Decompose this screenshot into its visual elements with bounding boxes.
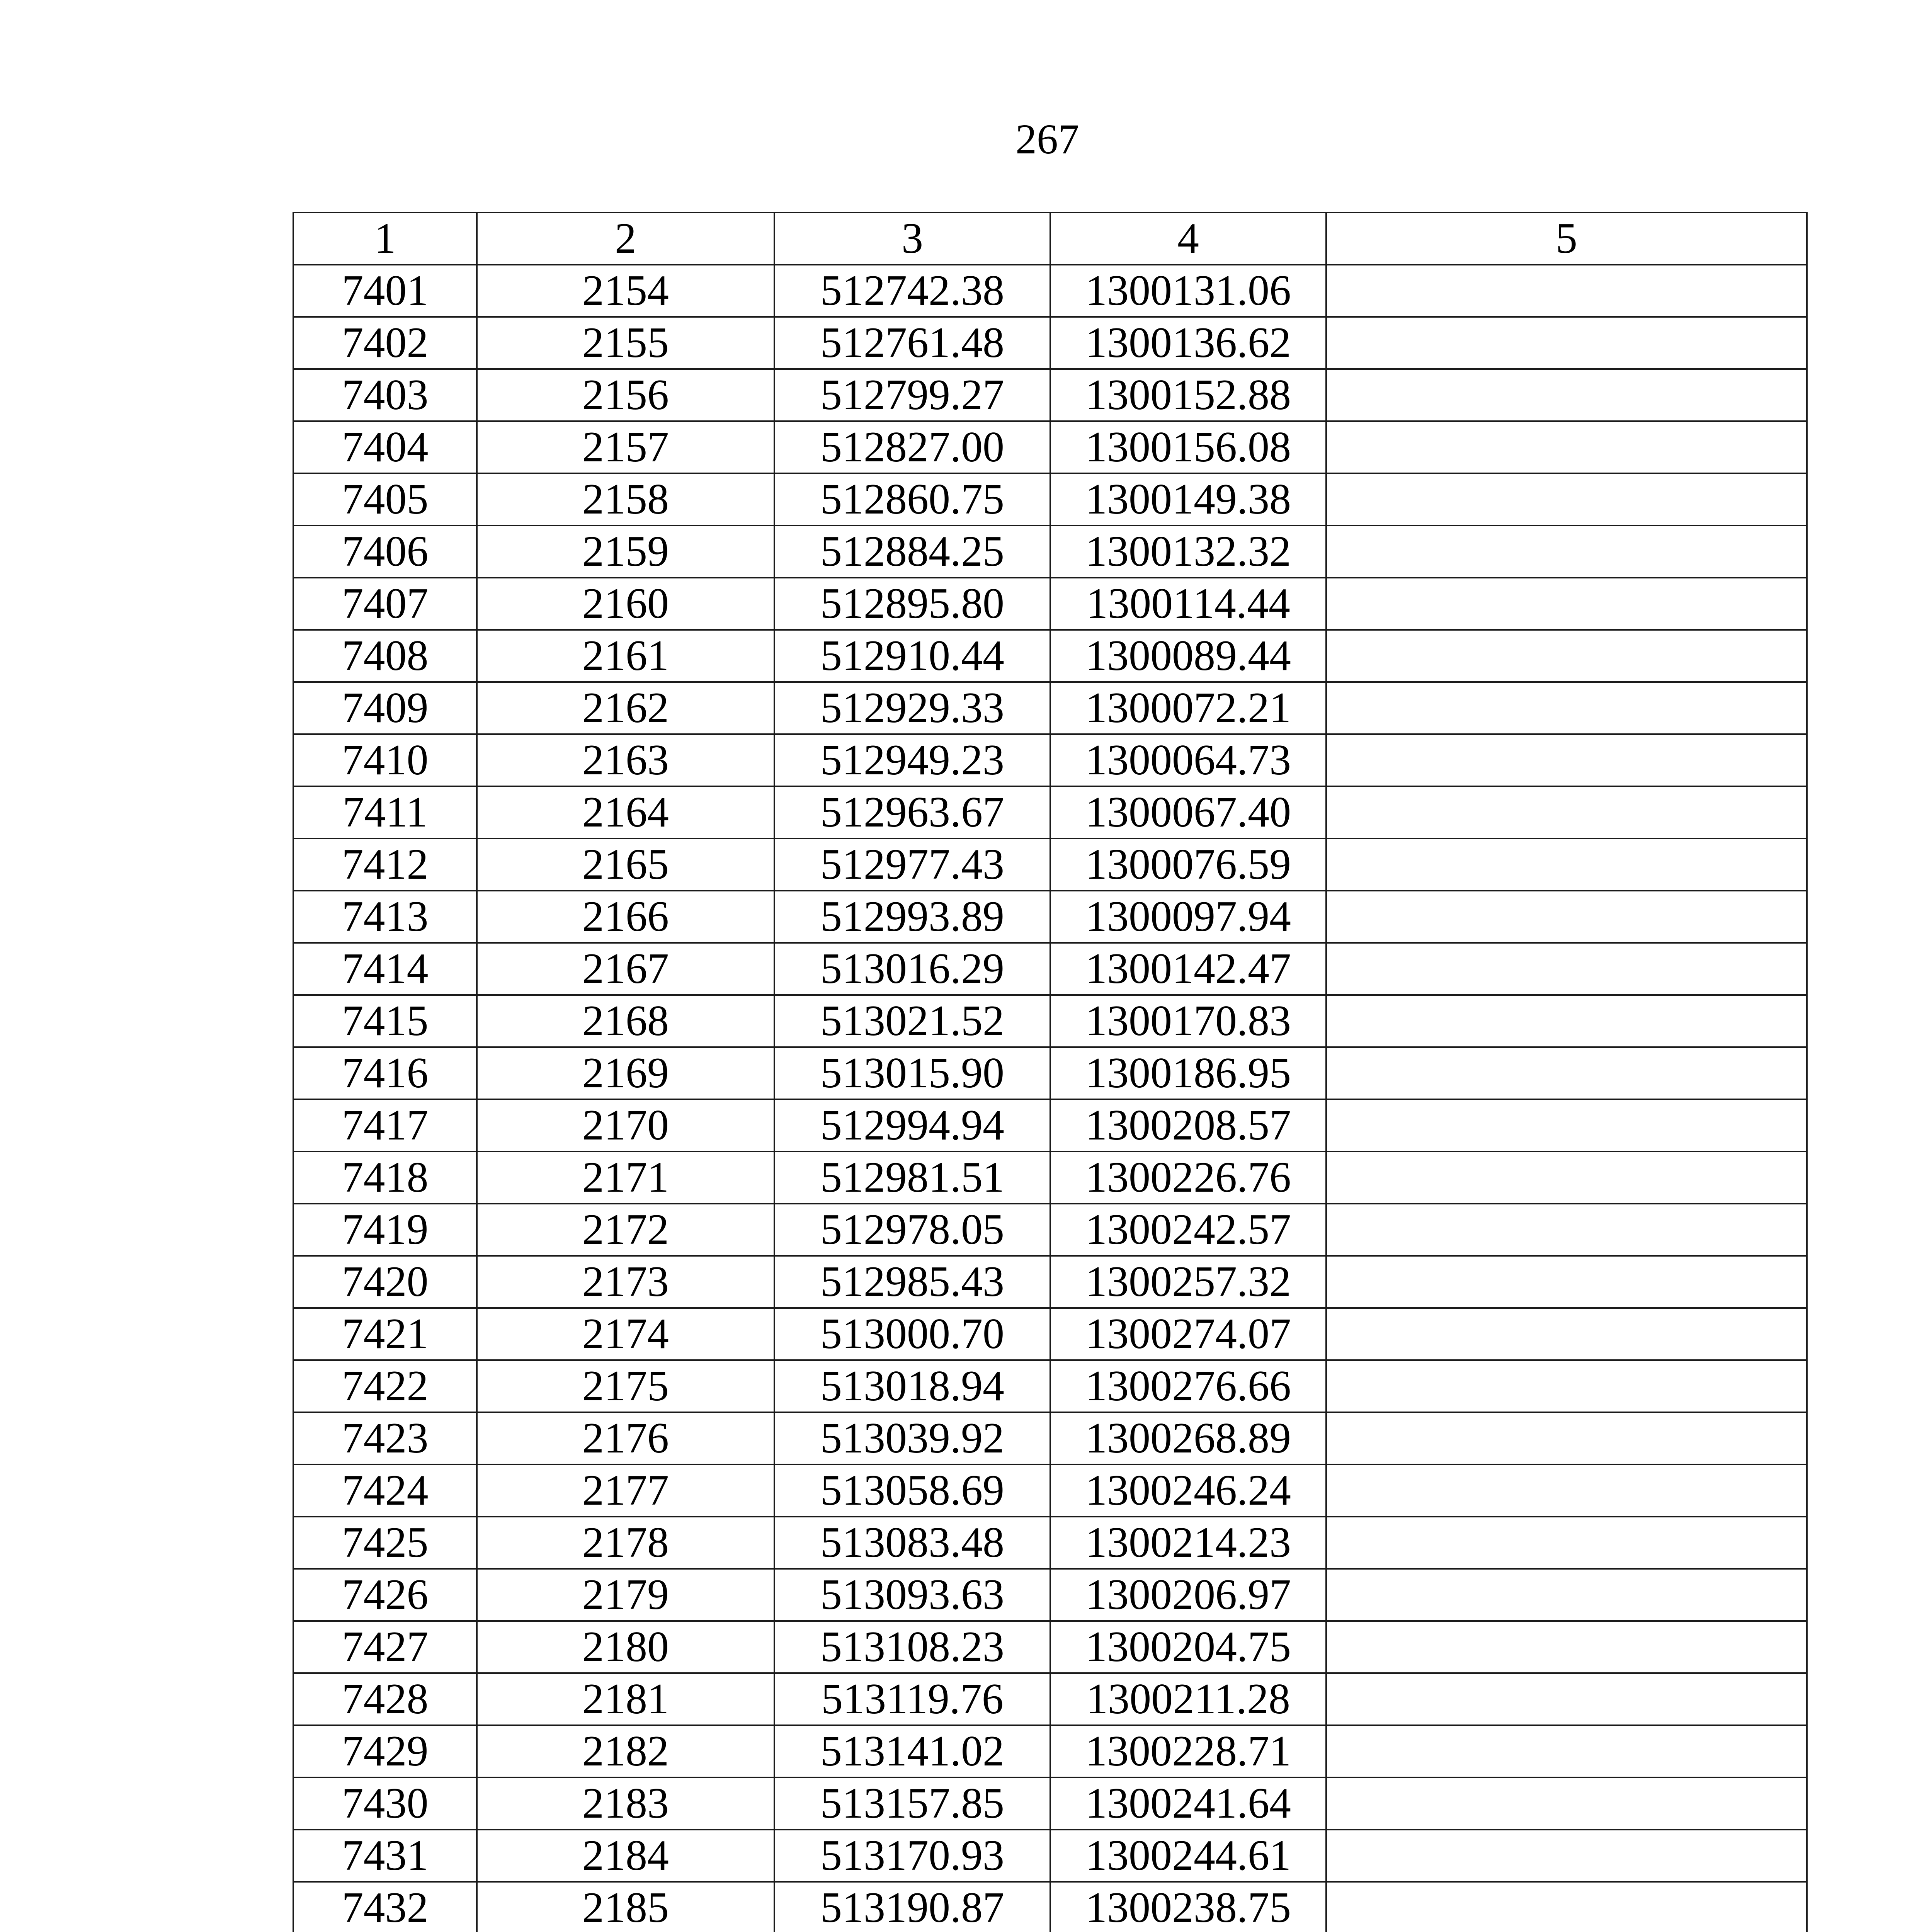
- table-row: [293, 1830, 1807, 1882]
- table-row: [293, 1047, 1807, 1099]
- sequence-number-cell: 2174: [477, 1308, 774, 1360]
- table-row: [293, 473, 1807, 526]
- x-coordinate-cell: 512993.89: [774, 891, 1050, 943]
- sequence-number-cell: 2185: [477, 1882, 774, 1932]
- note-cell: [1326, 1204, 1807, 1256]
- y-coordinate-cell: 1300206.97: [1050, 1569, 1326, 1621]
- point-number-cell: 7416: [293, 1047, 477, 1099]
- x-coordinate-cell: 513119.76: [774, 1673, 1050, 1725]
- table-row: [293, 265, 1807, 317]
- point-number-cell: 7413: [293, 891, 477, 943]
- sequence-number-cell: 2167: [477, 943, 774, 995]
- sequence-number-cell: 2154: [477, 265, 774, 317]
- note-cell: [1326, 734, 1807, 786]
- table-row: [293, 1882, 1807, 1932]
- y-coordinate-cell: 1300226.76: [1050, 1151, 1326, 1204]
- x-coordinate-cell: 513039.92: [774, 1412, 1050, 1464]
- y-coordinate-cell: 1300186.95: [1050, 1047, 1326, 1099]
- sequence-number-cell: 2161: [477, 630, 774, 682]
- note-cell: [1326, 1569, 1807, 1621]
- sequence-number-cell: 2171: [477, 1151, 774, 1204]
- x-coordinate-cell: 512910.44: [774, 630, 1050, 682]
- x-coordinate-cell: 513015.90: [774, 1047, 1050, 1099]
- x-coordinate-cell: 513190.87: [774, 1882, 1050, 1932]
- note-cell: [1326, 1777, 1807, 1830]
- x-coordinate-cell: 513083.48: [774, 1517, 1050, 1569]
- x-coordinate-cell: 513018.94: [774, 1360, 1050, 1412]
- table-row: [293, 786, 1807, 838]
- sequence-number-cell: 2182: [477, 1725, 774, 1777]
- y-coordinate-cell: 1300274.07: [1050, 1308, 1326, 1360]
- x-coordinate-cell: 512860.75: [774, 473, 1050, 526]
- header-row: [293, 213, 1807, 265]
- table-row: [293, 838, 1807, 891]
- sequence-number-cell: 2184: [477, 1830, 774, 1882]
- note-cell: [1326, 995, 1807, 1047]
- point-number-cell: 7401: [293, 265, 477, 317]
- x-coordinate-cell: 512827.00: [774, 421, 1050, 473]
- y-coordinate-cell: 1300211.28: [1050, 1673, 1326, 1725]
- note-cell: [1326, 1830, 1807, 1882]
- sequence-number-cell: 2155: [477, 317, 774, 369]
- note-cell: [1326, 943, 1807, 995]
- x-coordinate-cell: 512929.33: [774, 682, 1050, 734]
- note-cell: [1326, 473, 1807, 526]
- note-cell: [1326, 1725, 1807, 1777]
- y-coordinate-cell: 1300142.47: [1050, 943, 1326, 995]
- table-row: [293, 734, 1807, 786]
- point-number-cell: 7432: [293, 1882, 477, 1932]
- point-number-cell: 7418: [293, 1151, 477, 1204]
- table-row: [293, 891, 1807, 943]
- note-cell: [1326, 786, 1807, 838]
- table-row: [293, 421, 1807, 473]
- y-coordinate-cell: 1300097.94: [1050, 891, 1326, 943]
- point-number-cell: 7422: [293, 1360, 477, 1412]
- point-number-cell: 7409: [293, 682, 477, 734]
- sequence-number-cell: 2176: [477, 1412, 774, 1464]
- table-row: [293, 1569, 1807, 1621]
- x-coordinate-cell: 513093.63: [774, 1569, 1050, 1621]
- table-row: [293, 1464, 1807, 1517]
- y-coordinate-cell: 1300241.64: [1050, 1777, 1326, 1830]
- x-coordinate-cell: 512799.27: [774, 369, 1050, 421]
- sequence-number-cell: 2183: [477, 1777, 774, 1830]
- y-coordinate-cell: 1300067.40: [1050, 786, 1326, 838]
- note-cell: [1326, 1256, 1807, 1308]
- header-cell-1: 1: [293, 213, 477, 265]
- sequence-number-cell: 2164: [477, 786, 774, 838]
- point-number-cell: 7429: [293, 1725, 477, 1777]
- note-cell: [1326, 1464, 1807, 1517]
- sequence-number-cell: 2168: [477, 995, 774, 1047]
- table-row: [293, 1151, 1807, 1204]
- coordinates-table: [293, 212, 1808, 1932]
- sequence-number-cell: 2166: [477, 891, 774, 943]
- x-coordinate-cell: 513108.23: [774, 1621, 1050, 1673]
- sequence-number-cell: 2172: [477, 1204, 774, 1256]
- y-coordinate-cell: 1300204.75: [1050, 1621, 1326, 1673]
- sequence-number-cell: 2170: [477, 1099, 774, 1151]
- note-cell: [1326, 1882, 1807, 1932]
- point-number-cell: 7411: [293, 786, 477, 838]
- note-cell: [1326, 1412, 1807, 1464]
- x-coordinate-cell: 513000.70: [774, 1308, 1050, 1360]
- note-cell: [1326, 1047, 1807, 1099]
- note-cell: [1326, 265, 1807, 317]
- note-cell: [1326, 1151, 1807, 1204]
- point-number-cell: 7427: [293, 1621, 477, 1673]
- sequence-number-cell: 2160: [477, 578, 774, 630]
- y-coordinate-cell: 1300244.61: [1050, 1830, 1326, 1882]
- sequence-number-cell: 2179: [477, 1569, 774, 1621]
- note-cell: [1326, 1099, 1807, 1151]
- y-coordinate-cell: 1300072.21: [1050, 682, 1326, 734]
- table-row: [293, 369, 1807, 421]
- point-number-cell: 7405: [293, 473, 477, 526]
- table-body: [293, 265, 1807, 1932]
- sequence-number-cell: 2156: [477, 369, 774, 421]
- page-number: 267: [1015, 116, 1079, 163]
- header-cell-4: 4: [1050, 213, 1326, 265]
- sequence-number-cell: 2162: [477, 682, 774, 734]
- point-number-cell: 7417: [293, 1099, 477, 1151]
- point-number-cell: 7407: [293, 578, 477, 630]
- table-row: [293, 1725, 1807, 1777]
- table-row: [293, 1517, 1807, 1569]
- sequence-number-cell: 2159: [477, 526, 774, 578]
- table-row: [293, 317, 1807, 369]
- table-row: [293, 682, 1807, 734]
- point-number-cell: 7406: [293, 526, 477, 578]
- point-number-cell: 7421: [293, 1308, 477, 1360]
- sequence-number-cell: 2165: [477, 838, 774, 891]
- point-number-cell: 7410: [293, 734, 477, 786]
- table-row: [293, 943, 1807, 995]
- table-row: [293, 1099, 1807, 1151]
- point-number-cell: 7428: [293, 1673, 477, 1725]
- table-row: [293, 526, 1807, 578]
- note-cell: [1326, 1360, 1807, 1412]
- table-row: [293, 1673, 1807, 1725]
- x-coordinate-cell: 512949.23: [774, 734, 1050, 786]
- table-row: [293, 1204, 1807, 1256]
- table-row: [293, 1777, 1807, 1830]
- x-coordinate-cell: 512742.38: [774, 265, 1050, 317]
- sequence-number-cell: 2163: [477, 734, 774, 786]
- x-coordinate-cell: 513141.02: [774, 1725, 1050, 1777]
- y-coordinate-cell: 1300136.62: [1050, 317, 1326, 369]
- note-cell: [1326, 369, 1807, 421]
- table-row: [293, 995, 1807, 1047]
- note-cell: [1326, 526, 1807, 578]
- x-coordinate-cell: 512978.05: [774, 1204, 1050, 1256]
- y-coordinate-cell: 1300064.73: [1050, 734, 1326, 786]
- note-cell: [1326, 1673, 1807, 1725]
- table-row: [293, 1412, 1807, 1464]
- sequence-number-cell: 2175: [477, 1360, 774, 1412]
- y-coordinate-cell: 1300276.66: [1050, 1360, 1326, 1412]
- y-coordinate-cell: 1300228.71: [1050, 1725, 1326, 1777]
- sequence-number-cell: 2158: [477, 473, 774, 526]
- point-number-cell: 7408: [293, 630, 477, 682]
- x-coordinate-cell: 512895.80: [774, 578, 1050, 630]
- sequence-number-cell: 2173: [477, 1256, 774, 1308]
- y-coordinate-cell: 1300149.38: [1050, 473, 1326, 526]
- x-coordinate-cell: 513021.52: [774, 995, 1050, 1047]
- point-number-cell: 7415: [293, 995, 477, 1047]
- note-cell: [1326, 578, 1807, 630]
- sequence-number-cell: 2178: [477, 1517, 774, 1569]
- y-coordinate-cell: 1300242.57: [1050, 1204, 1326, 1256]
- note-cell: [1326, 891, 1807, 943]
- note-cell: [1326, 1517, 1807, 1569]
- x-coordinate-cell: 512994.94: [774, 1099, 1050, 1151]
- y-coordinate-cell: 1300089.44: [1050, 630, 1326, 682]
- note-cell: [1326, 421, 1807, 473]
- y-coordinate-cell: 1300208.57: [1050, 1099, 1326, 1151]
- note-cell: [1326, 1308, 1807, 1360]
- point-number-cell: 7414: [293, 943, 477, 995]
- sequence-number-cell: 2181: [477, 1673, 774, 1725]
- y-coordinate-cell: 1300132.32: [1050, 526, 1326, 578]
- table-header: [293, 213, 1807, 265]
- point-number-cell: 7420: [293, 1256, 477, 1308]
- header-cell-5: 5: [1326, 213, 1807, 265]
- x-coordinate-cell: 512981.51: [774, 1151, 1050, 1204]
- y-coordinate-cell: 1300268.89: [1050, 1412, 1326, 1464]
- y-coordinate-cell: 1300076.59: [1050, 838, 1326, 891]
- header-cell-2: 2: [477, 213, 774, 265]
- point-number-cell: 7423: [293, 1412, 477, 1464]
- table-row: [293, 1621, 1807, 1673]
- sequence-number-cell: 2180: [477, 1621, 774, 1673]
- point-number-cell: 7402: [293, 317, 477, 369]
- x-coordinate-cell: 513058.69: [774, 1464, 1050, 1517]
- header-cell-3: 3: [774, 213, 1050, 265]
- y-coordinate-cell: 1300152.88: [1050, 369, 1326, 421]
- x-coordinate-cell: 513170.93: [774, 1830, 1050, 1882]
- point-number-cell: 7404: [293, 421, 477, 473]
- table-row: [293, 630, 1807, 682]
- point-number-cell: 7424: [293, 1464, 477, 1517]
- point-number-cell: 7431: [293, 1830, 477, 1882]
- y-coordinate-cell: 1300114.44: [1050, 578, 1326, 630]
- y-coordinate-cell: 1300246.24: [1050, 1464, 1326, 1517]
- point-number-cell: 7403: [293, 369, 477, 421]
- x-coordinate-cell: 513157.85: [774, 1777, 1050, 1830]
- x-coordinate-cell: 513016.29: [774, 943, 1050, 995]
- y-coordinate-cell: 1300156.08: [1050, 421, 1326, 473]
- sequence-number-cell: 2177: [477, 1464, 774, 1517]
- point-number-cell: 7412: [293, 838, 477, 891]
- x-coordinate-cell: 512977.43: [774, 838, 1050, 891]
- sequence-number-cell: 2169: [477, 1047, 774, 1099]
- x-coordinate-cell: 512985.43: [774, 1256, 1050, 1308]
- table-row: [293, 1308, 1807, 1360]
- sequence-number-cell: 2157: [477, 421, 774, 473]
- point-number-cell: 7426: [293, 1569, 477, 1621]
- note-cell: [1326, 682, 1807, 734]
- x-coordinate-cell: 512884.25: [774, 526, 1050, 578]
- note-cell: [1326, 630, 1807, 682]
- note-cell: [1326, 1621, 1807, 1673]
- y-coordinate-cell: 1300131.06: [1050, 265, 1326, 317]
- note-cell: [1326, 317, 1807, 369]
- y-coordinate-cell: 1300238.75: [1050, 1882, 1326, 1932]
- y-coordinate-cell: 1300170.83: [1050, 995, 1326, 1047]
- table-row: [293, 1360, 1807, 1412]
- note-cell: [1326, 838, 1807, 891]
- x-coordinate-cell: 512761.48: [774, 317, 1050, 369]
- x-coordinate-cell: 512963.67: [774, 786, 1050, 838]
- point-number-cell: 7425: [293, 1517, 477, 1569]
- y-coordinate-cell: 1300257.32: [1050, 1256, 1326, 1308]
- y-coordinate-cell: 1300214.23: [1050, 1517, 1326, 1569]
- table-row: [293, 578, 1807, 630]
- table-row: [293, 1256, 1807, 1308]
- point-number-cell: 7430: [293, 1777, 477, 1830]
- point-number-cell: 7419: [293, 1204, 477, 1256]
